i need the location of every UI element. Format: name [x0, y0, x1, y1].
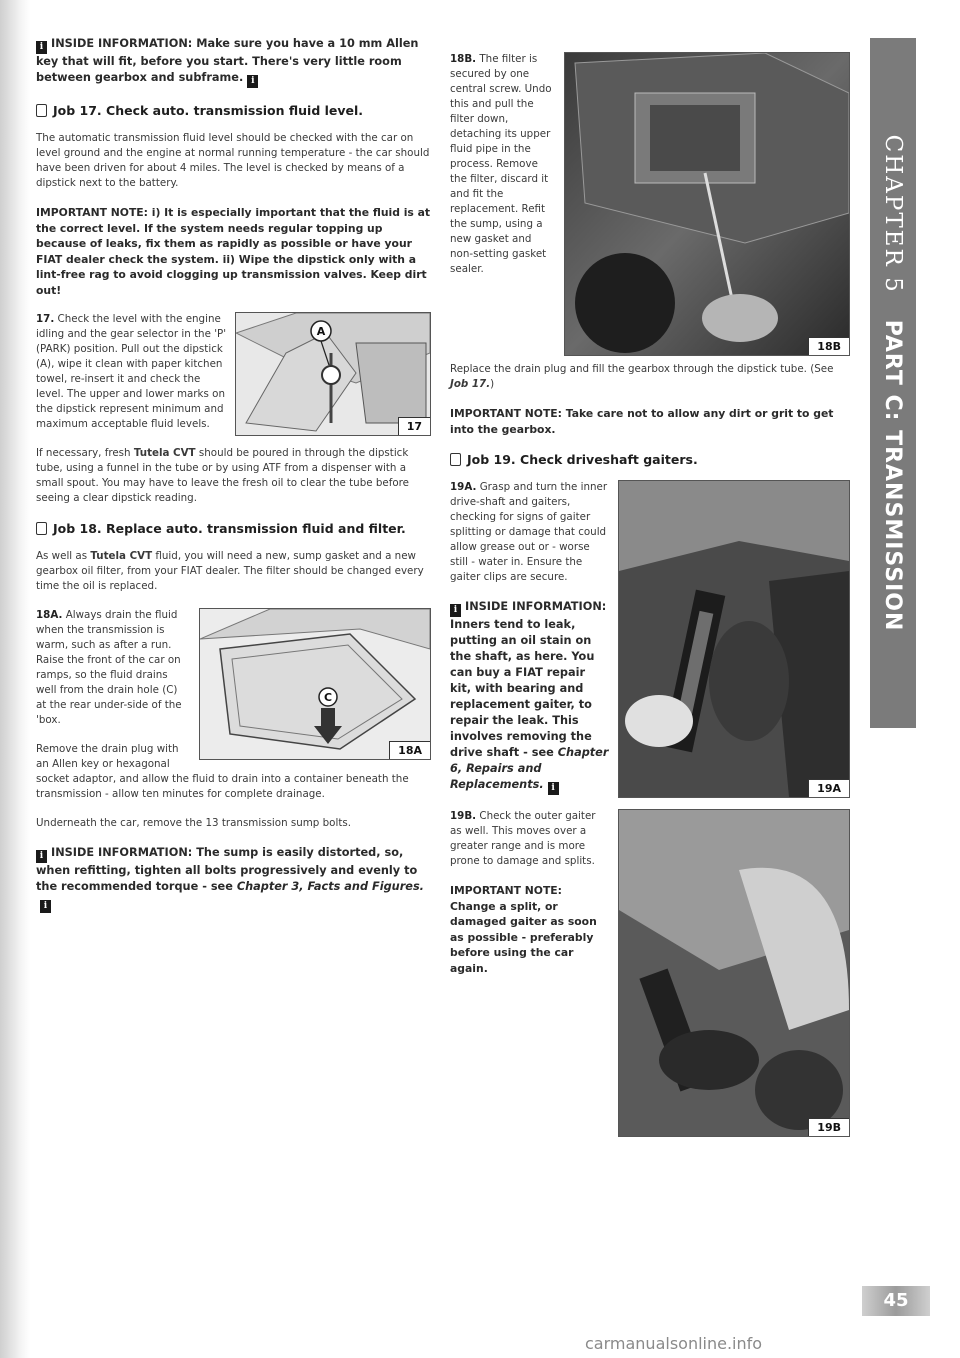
important-note-gaiter: IMPORTANT NOTE: Change a split, or damaged gaiter as soon as possible - preferably before using the car again. — [450, 884, 597, 975]
watermark: carmanualsonline.info — [585, 1334, 763, 1353]
job-17-reference[interactable]: Job 17. — [450, 378, 491, 390]
part-title: PART C: TRANSMISSION — [880, 319, 905, 632]
job17-heading: Job 17. Check auto. transmission fluid level. — [36, 102, 431, 119]
figure-19a — [618, 480, 850, 798]
job19-heading: Job 19. Check driveshaft gaiters. — [450, 451, 850, 468]
step-19b-block — [450, 809, 850, 1143]
figure-17 — [235, 312, 431, 436]
figure-18b — [564, 52, 850, 356]
callout-a-label: A — [316, 325, 326, 338]
checkbox-icon[interactable] — [36, 522, 47, 535]
info-icon: i — [36, 850, 47, 863]
job18-heading: Job 18. Replace auto. transmission fluid and filter. — [36, 520, 431, 537]
step-17-block — [36, 312, 431, 446]
callout-c-label: C — [323, 691, 333, 704]
figure-19b-photo — [619, 810, 849, 1136]
info-icon: i — [36, 41, 47, 54]
figure-18b-photo — [565, 53, 849, 355]
figure-19b-label: 19B — [808, 1118, 849, 1136]
important-note-dirt: IMPORTANT NOTE: Take care not to allow any dirt or grit to get into the gearbox. — [450, 407, 834, 436]
inside-information-inners: i INSIDE INFORMATION: Inners tend to leak, putting an oil stain on the shaft, as here. You can buy a FIAT repair kit, with bearing and replacement gaiter, to repair the leak. This involves removing the drive shaft - see Chapter 6, Repairs and Replacements. i — [450, 600, 609, 793]
step-19a-block — [450, 480, 850, 809]
page-number: 45 — [862, 1286, 930, 1316]
chapter-tab-text — [880, 135, 906, 632]
remove-drain-plug-paragraph: Remove the drain plug with an Allen key or hexagonal socket adaptor, and allow the fluid to drain into a container beneath the transmission - allow ten minutes for complete drainage. — [36, 743, 409, 800]
info-end-icon: i — [247, 75, 258, 88]
figure-19a-label: 19A — [808, 779, 849, 797]
step-18a-block — [36, 608, 431, 816]
inside-information-allen-key: i INSIDE INFORMATION: Make sure you have a 10 mm Allen key that will fit, before you start. There's very little room between gearbox and subframe. i — [36, 37, 419, 86]
step-18a-text: 18A. Always drain the fluid when the transmission is warm, such as after a run. Raise the front of the car on ramps, so the fluid drains well from the drain hole (C) at the rear under-side of the 'box. — [36, 609, 182, 726]
step-17-text: 17. Check the level with the engine idling and the gear selector in the 'P' (PARK) position. Pull out the dipstick (A), wipe it clean with paper kitchen towel, re-insert it and check the level. The upper and lower marks on the dipstick represent minimum and maximum acceptable fluid levels. — [36, 313, 227, 430]
figure-18a-label: 18A — [389, 741, 430, 759]
figure-19b — [618, 809, 850, 1137]
important-note-fluid-level: IMPORTANT NOTE: i) It is especially important that the fluid is at the correct level. If the system needs regular topping up because of leaks, fix them as rapidly as possible or have your FIAT dealer check the system. ii) Wipe the dipstick only with a lint-free rag to avoid clogging up transmission valves. Keep dirt out! — [36, 206, 431, 297]
page-edge-shadow — [0, 0, 30, 1358]
step-19a-text: 19A. Grasp and turn the inner drive-shaft and gaiters, checking for signs of gaiter splitting or damage that could allow grease out or - worse still - water in. Ensure the gaiter clips are secure. — [450, 481, 608, 583]
product-name: Tutela CVT — [90, 550, 153, 562]
step-19b-text: 19B. Check the outer gaiter as well. This moves over a greater range and is more prone to damage and splits. — [450, 810, 596, 867]
replace-drain-plug-paragraph: Replace the drain plug and fill the gearbox through the dipstick tube. (See Job 17.) — [450, 363, 834, 390]
info-end-icon: i — [40, 900, 51, 913]
checkbox-icon[interactable] — [36, 104, 47, 117]
product-name: Tutela CVT — [133, 447, 196, 459]
figure-18a-drawing — [200, 609, 430, 759]
figure-19a-photo — [619, 481, 849, 797]
step-18b-text: 18B. The filter is secured by one central screw. Undo this and pull the filter down, detaching its upper fluid pipe in the process. Remove the filter, discard it and fit the replacement. Refit the sump, using a new gasket and non-setting gasket sealer. — [450, 53, 552, 275]
chapter-3-reference[interactable]: Chapter 3, Facts and Figures. — [236, 880, 424, 893]
chapter-6-reference[interactable]: Chapter 6, Repairs and Replacements. — [450, 746, 609, 791]
right-column — [450, 52, 850, 1143]
aswell-paragraph: As well as Tutela CVT fluid, you will need a new, sump gasket and a new gearbox oil filter, from your FIAT dealer. The filter should be changed every time the oil is replaced. — [36, 550, 424, 592]
figure-17-label: 17 — [398, 417, 430, 435]
underneath-paragraph: Underneath the car, remove the 13 transmission sump bolts. — [36, 817, 351, 829]
left-column — [36, 36, 431, 927]
figure-18a — [199, 608, 431, 760]
info-end-icon: i — [548, 782, 559, 795]
figure-18b-label: 18B — [808, 337, 849, 355]
info-icon: i — [450, 604, 461, 617]
checkbox-icon[interactable] — [450, 453, 461, 466]
step-18b-block — [450, 52, 850, 362]
inside-information-sump: i INSIDE INFORMATION: The sump is easily distorted, so, when refitting, tighten all bolts progressively and evenly to the recommended torque - see Chapter 3, Facts and Figures.i — [36, 846, 424, 911]
auto-level-paragraph: The automatic transmission fluid level should be checked with the car on level ground and the engine at normal running temperature - the car should have been driven for about 4 miles. The level is checked by means of a dipstick next to the battery. — [36, 132, 430, 189]
necessary-paragraph: If necessary, fresh Tutela CVT should be poured in through the dipstick tube, using a funnel in the tube or by using ATF from a dispenser with a small spout. You may have to leave the fresh oil to clear the tube before seeing a clear dipstick reading. — [36, 447, 409, 504]
chapter-title: CHAPTER 5 — [880, 134, 906, 294]
